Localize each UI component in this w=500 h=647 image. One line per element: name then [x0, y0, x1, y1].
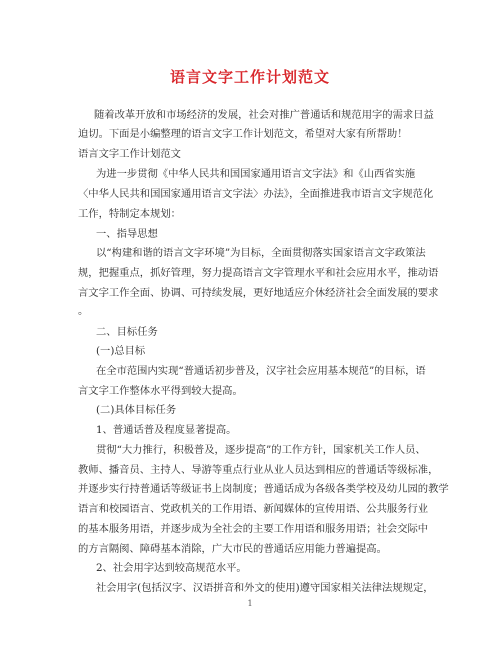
section1-line-3: 言文字工作全面、协调、可持续发展，更好地适应介休经济社会全面发展的要求 [78, 287, 439, 299]
item1-line-4: 语言和校园语言、党政机关的工作用语、新闻媒体的宣传用语、公共服务行业 [78, 503, 429, 515]
sub1-heading: (一)总目标 [96, 345, 146, 357]
item1-line-5: 的基本服务用语，并逐步成为全社会的主要工作用语和服务用语；社会交际中 [78, 523, 429, 535]
item1-line-1: 贯彻“大力推行，积极普及，逐步提高”的工作方针，国家机关工作人员、 [96, 444, 426, 456]
sub1-line-1: 在全市范围内实现“普通话初步普及，汉字社会应用基本规范”的目标，语 [96, 365, 426, 377]
document-title: 语言文字工作计划范文 [169, 68, 330, 86]
preface-line-1: 为进一步贯彻《中华人民共和国国家通用语言文字法》和《山西省实施 [96, 168, 416, 180]
section1-heading: 一、指导思想 [96, 228, 158, 240]
sub1-line-2: 言文字工作整体水平得到较大提高。 [78, 385, 243, 397]
sub2-heading: (二)具体目标任务 [96, 404, 177, 416]
section2-heading: 二、目标任务 [96, 326, 158, 338]
preface-line-3: 工作，特制定本规划： [78, 208, 181, 220]
intro-line-1: 随着改革开放和市场经济的发展，社会对推广普通话和规范用字的需求日益 [94, 109, 434, 121]
item1-line-6: 的方言隔阂、障碍基本消除，广大市民的普通话应用能力普遍提高。 [78, 543, 387, 555]
item2-heading: 2、社会用字达到较高规范水平。 [96, 562, 247, 574]
subtitle: 语言文字工作计划范文 [78, 148, 181, 160]
page-number: 1 [247, 599, 253, 608]
item2-line-1: 社会用字(包括汉字、汉语拼音和外文的使用)遵守国家相关法律法规规定， [96, 582, 434, 594]
intro-line-2: 迫切。下面是小编整理的语言文字工作计划范文，希望对大家有所帮助！ [78, 128, 408, 140]
item1-line-3: 并逐步实行持普通话等级证书上岗制度；普通话成为各级各类学校及幼儿园的教学 [78, 483, 449, 495]
section1-line-4: 。 [78, 305, 89, 317]
section1-line-2: 规，把握重点，抓好管理，努力提高语言文字管理水平和社会应用水平，推动语 [78, 267, 439, 279]
section1-line-1: 以“构建和谐的语言文字环境”为目标，全面贯彻落实国家语言文字政策法 [96, 247, 426, 259]
preface-line-2: 〈中华人民共和国国家通用语言文字法〉办法》，全面推进我市语言文字规范化 [78, 188, 434, 200]
item1-heading: 1、普通话普及程度显著提高。 [96, 424, 237, 436]
item1-line-2: 教师、播音员、主持人、导游等重点行业从业人员达到相应的普通话等级标准， [78, 464, 439, 476]
